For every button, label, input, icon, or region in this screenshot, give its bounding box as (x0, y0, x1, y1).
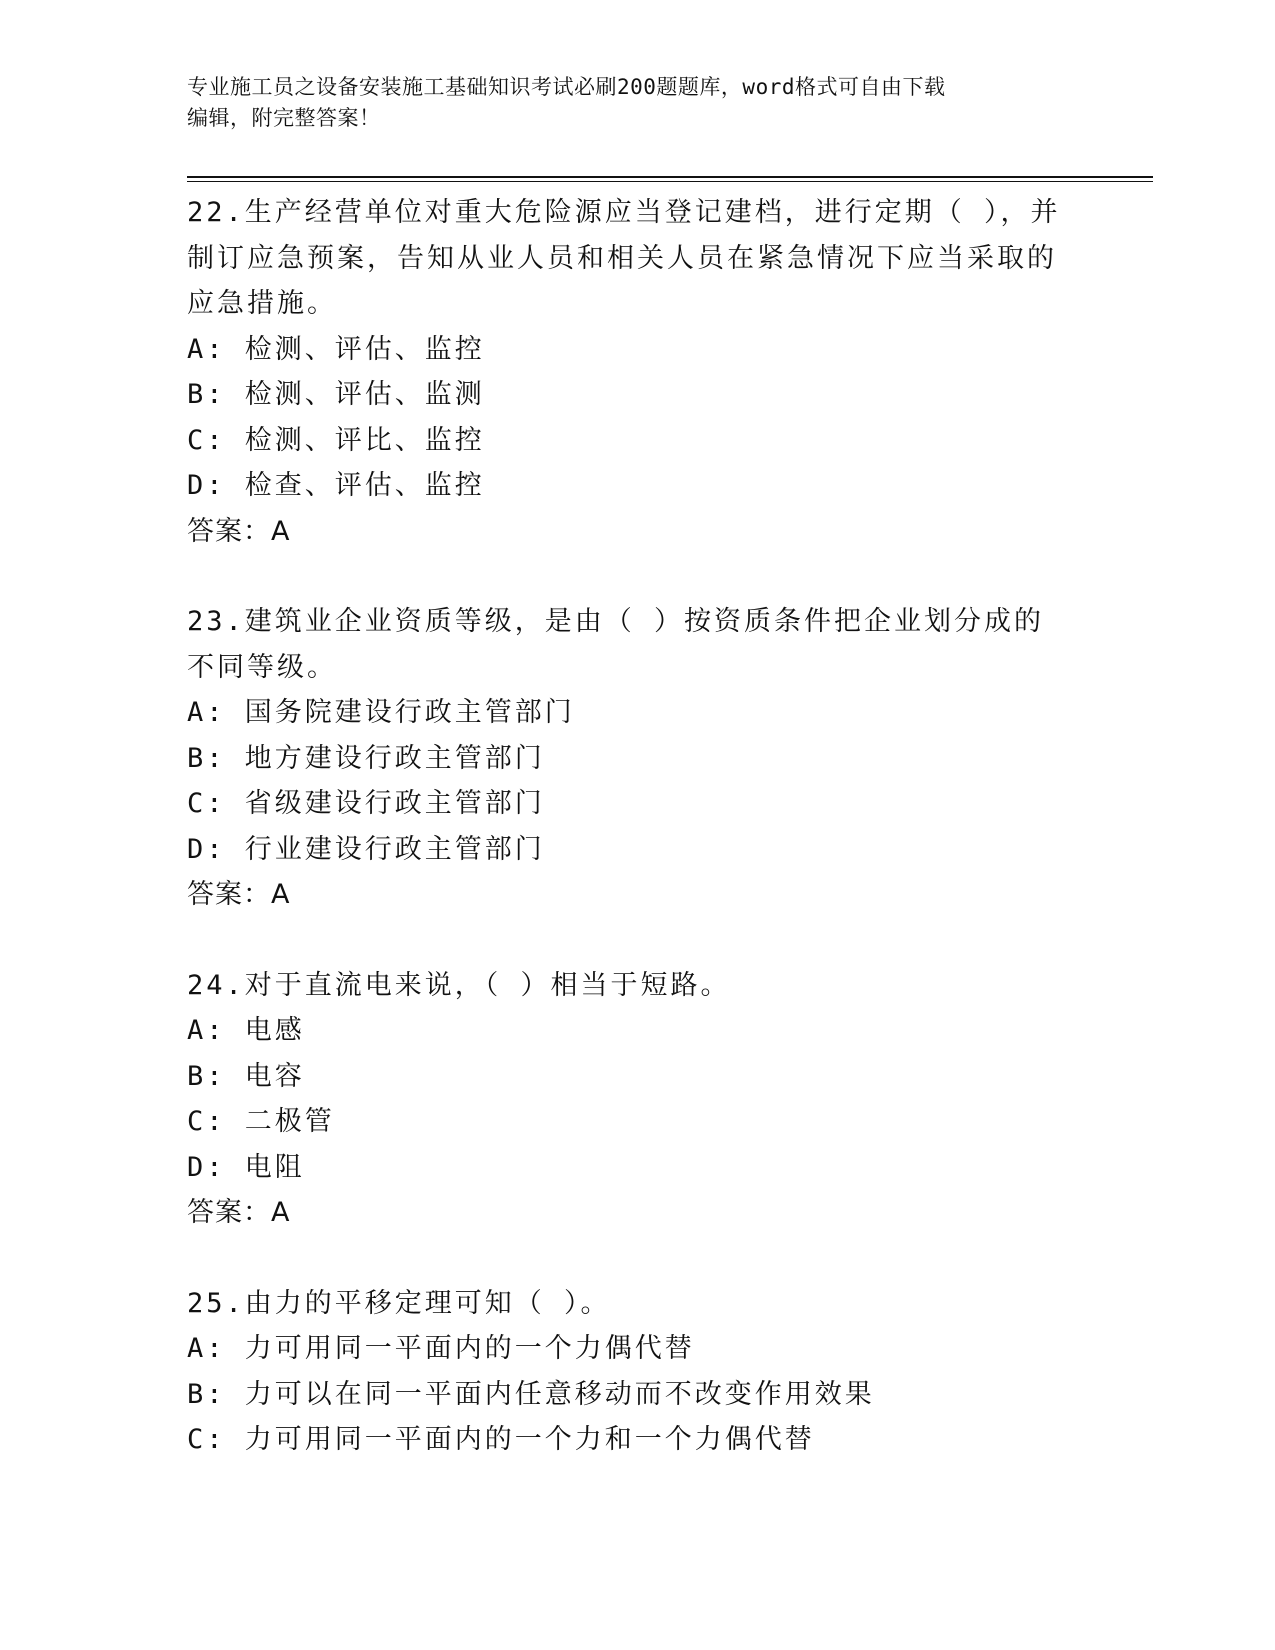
option-b: B: 电容 (187, 1060, 305, 1092)
option-c: C: 力可用同一平面内的一个力和一个力偶代替 (187, 1424, 815, 1455)
option-a: A: 力可用同一平面内的一个力偶代替 (187, 1333, 695, 1364)
question-22 (187, 190, 1067, 554)
header-divider-thin (187, 181, 1153, 182)
option-d: D: 电阻 (187, 1151, 305, 1183)
option-c: C: 二极管 (187, 1106, 335, 1137)
question-text: 22.生产经营单位对重大危险源应当登记建档，进行定期（ ），并制订应急预案，告知从业人员和相关人员在紧急情况下应当采取的应急措施。 (187, 197, 1061, 319)
answer: 答案：A (187, 515, 291, 547)
answer: 答案：A (187, 1197, 291, 1228)
question-list (187, 190, 1067, 1463)
question-25 (187, 1281, 1067, 1463)
document-header (187, 72, 1067, 134)
spacer (187, 554, 1067, 599)
option-a: A: 检测、评估、监控 (187, 333, 485, 365)
option-d: D: 检查、评估、监控 (187, 470, 485, 501)
spacer (187, 1236, 1067, 1281)
question-24 (187, 963, 1067, 1236)
question-23 (187, 599, 1067, 918)
option-c: C: 检测、评比、监控 (187, 424, 485, 456)
question-text: 24.对于直流电来说，（ ）相当于短路。 (187, 969, 731, 1001)
option-a: A: 国务院建设行政主管部门 (187, 697, 575, 728)
header-line-2: 编辑，附完整答案！ (187, 106, 381, 130)
option-b: B: 地方建设行政主管部门 (187, 742, 545, 774)
option-c: C: 省级建设行政主管部门 (187, 788, 545, 819)
question-text: 23.建筑业企业资质等级，是由（ ）按资质条件把企业划分成的不同等级。 (187, 606, 1045, 683)
header-divider (187, 176, 1153, 178)
header-line-1: 专业施工员之设备安装施工基础知识考试必刷200题题库，word格式可自由下载 (187, 75, 946, 99)
option-a: A: 电感 (187, 1015, 305, 1046)
option-b: B: 力可以在同一平面内任意移动而不改变作用效果 (187, 1378, 875, 1410)
option-b: B: 检测、评估、监测 (187, 379, 485, 410)
answer: 答案：A (187, 879, 291, 910)
option-d: D: 行业建设行政主管部门 (187, 833, 545, 865)
question-text: 25.由力的平移定理可知（ ）。 (187, 1287, 611, 1319)
spacer (187, 918, 1067, 963)
